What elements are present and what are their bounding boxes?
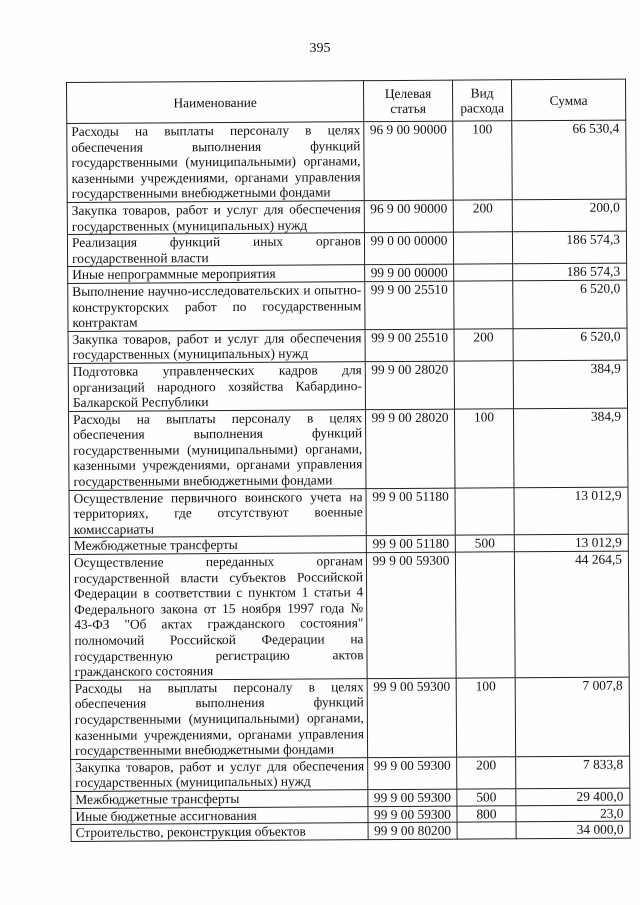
table-row (69, 487, 628, 538)
row-sum: 44 264,5 (514, 551, 629, 677)
header-target: Целевая статья (363, 80, 452, 122)
row-sum: 186 574,3 (512, 231, 626, 264)
row-sum: 384,9 (513, 360, 627, 408)
row-name: Расходы на выплаты персоналу в целях обеспечения выполнения функций государственными (муниципальными) органами, казенными учреждениями, органами управления государственными внебюджетными фондами (70, 678, 367, 759)
row-sum: 200,0 (512, 199, 626, 232)
table-row (71, 756, 630, 792)
header-name: Наименование (67, 81, 364, 124)
row-code: 99 9 00 59300 (368, 806, 457, 823)
table-row (71, 821, 630, 841)
row-type: 100 (455, 408, 514, 487)
row-name: Осуществление переданных органам государственной власти субъектов Российской Федерации в соответствии с пунктом 1 статьи 4 Федерального закона от 15 ноября 1997 года № 43-ФЗ "Об актах гражданского состояния" полномочий Российской Федерации на государственную регистрацию актов гражданского состояния (69, 553, 367, 681)
row-sum: 13 012,9 (514, 535, 628, 552)
row-sum: 7 007,8 (515, 677, 629, 757)
row-name: Закупка товаров, работ и услуг для обеспечения государственных (муниципальных) нужд (71, 757, 368, 791)
row-name: Расходы на выплаты персоналу в целях обеспечения выполнения функций государственными (муниципальными) органами, казенными учреждениями, органами управления государственными внебюджетными фондами (69, 409, 366, 490)
table-header-row (67, 79, 626, 123)
header-type: Вид расхода (452, 80, 511, 121)
row-name: Межбюджетные трансферты (69, 536, 366, 554)
row-name: Иные непрограммные мероприятия (68, 265, 365, 283)
table-row (67, 120, 626, 202)
row-type (455, 487, 514, 535)
table-row (67, 199, 626, 235)
row-code: 99 9 00 51180 (366, 536, 455, 553)
row-type (457, 822, 516, 839)
row-code: 99 9 00 59300 (367, 678, 456, 758)
row-sum: 6 520,0 (513, 280, 627, 328)
row-code: 99 9 00 51180 (366, 488, 455, 536)
header-sum: Сумма (511, 79, 625, 121)
row-code: 99 9 00 25510 (365, 329, 454, 362)
row-type: 500 (455, 535, 514, 552)
row-name: Расходы на выплаты персоналу в целях обеспечения выполнения функций государственными (муниципальными) органами, казенными учреждениями, органами управления государственными внебюджетными фондами (67, 122, 364, 203)
row-code: 99 9 00 28020 (366, 409, 455, 489)
row-code: 96 9 00 90000 (364, 200, 453, 233)
row-code: 99 9 00 80200 (368, 822, 457, 839)
row-sum: 13 012,9 (514, 487, 628, 535)
row-sum: 66 530,4 (512, 120, 626, 200)
row-sum: 7 833,8 (516, 756, 630, 789)
row-code: 99 9 00 28020 (365, 361, 454, 409)
row-name: Закупка товаров, работ и услуг для обеспечения государственных (муниципальных) нужд (67, 201, 364, 235)
row-sum: 6 520,0 (513, 328, 627, 361)
row-type: 100 (453, 121, 512, 200)
row-type (453, 232, 512, 265)
row-type: 100 (456, 678, 515, 757)
page-number: 395 (309, 41, 331, 56)
row-type: 200 (457, 757, 516, 790)
row-sum: 384,9 (514, 408, 628, 488)
table-row (67, 231, 626, 267)
row-type (455, 552, 515, 678)
row-type: 200 (453, 200, 512, 233)
table-row (70, 677, 629, 759)
row-name: Закупка товаров, работ и услуг для обеспечения государственных (муниципальных) нужд (68, 329, 365, 363)
table-row (68, 360, 627, 411)
row-code: 99 9 00 25510 (365, 281, 454, 329)
row-name: Подготовка управленческих кадров для организаций народного хозяйства Кабардино-Балкарской Республики (68, 362, 365, 412)
row-code: 99 9 00 00000 (365, 264, 454, 281)
row-code: 99 9 00 59300 (368, 757, 457, 790)
row-name: Иные бюджетные ассигнования (71, 806, 368, 824)
row-sum: 29 400,0 (516, 788, 630, 805)
row-code: 99 0 00 00000 (364, 232, 453, 265)
budget-table (66, 79, 631, 842)
row-type (454, 361, 513, 409)
row-type (454, 264, 513, 281)
row-code: 96 9 00 90000 (364, 121, 453, 201)
table-row (68, 328, 627, 364)
table-row (69, 408, 628, 490)
row-sum: 186 574,3 (513, 263, 627, 280)
row-type: 500 (457, 789, 516, 806)
row-name: Межбюджетные трансферты (71, 790, 368, 808)
row-name: Выполнение научно-исследовательских и опытно-конструкторских работ по государственным контрактам (68, 282, 365, 332)
row-name: Реализация функций иных органов государственной власти (67, 233, 364, 267)
row-sum: 23,0 (516, 805, 630, 822)
row-code: 99 9 00 59300 (368, 789, 457, 806)
row-name: Осуществление первичного воинского учета на территориях, где отсутствуют военные комиссариаты (69, 488, 366, 538)
row-name: Строительство, реконструкция объектов (71, 823, 368, 841)
row-type: 200 (454, 328, 513, 361)
table-row (69, 551, 629, 680)
row-type: 800 (457, 805, 516, 822)
row-code: 99 9 00 59300 (366, 552, 456, 678)
row-sum: 34 000,0 (516, 821, 630, 838)
table-row (68, 280, 627, 331)
row-type (454, 281, 513, 329)
